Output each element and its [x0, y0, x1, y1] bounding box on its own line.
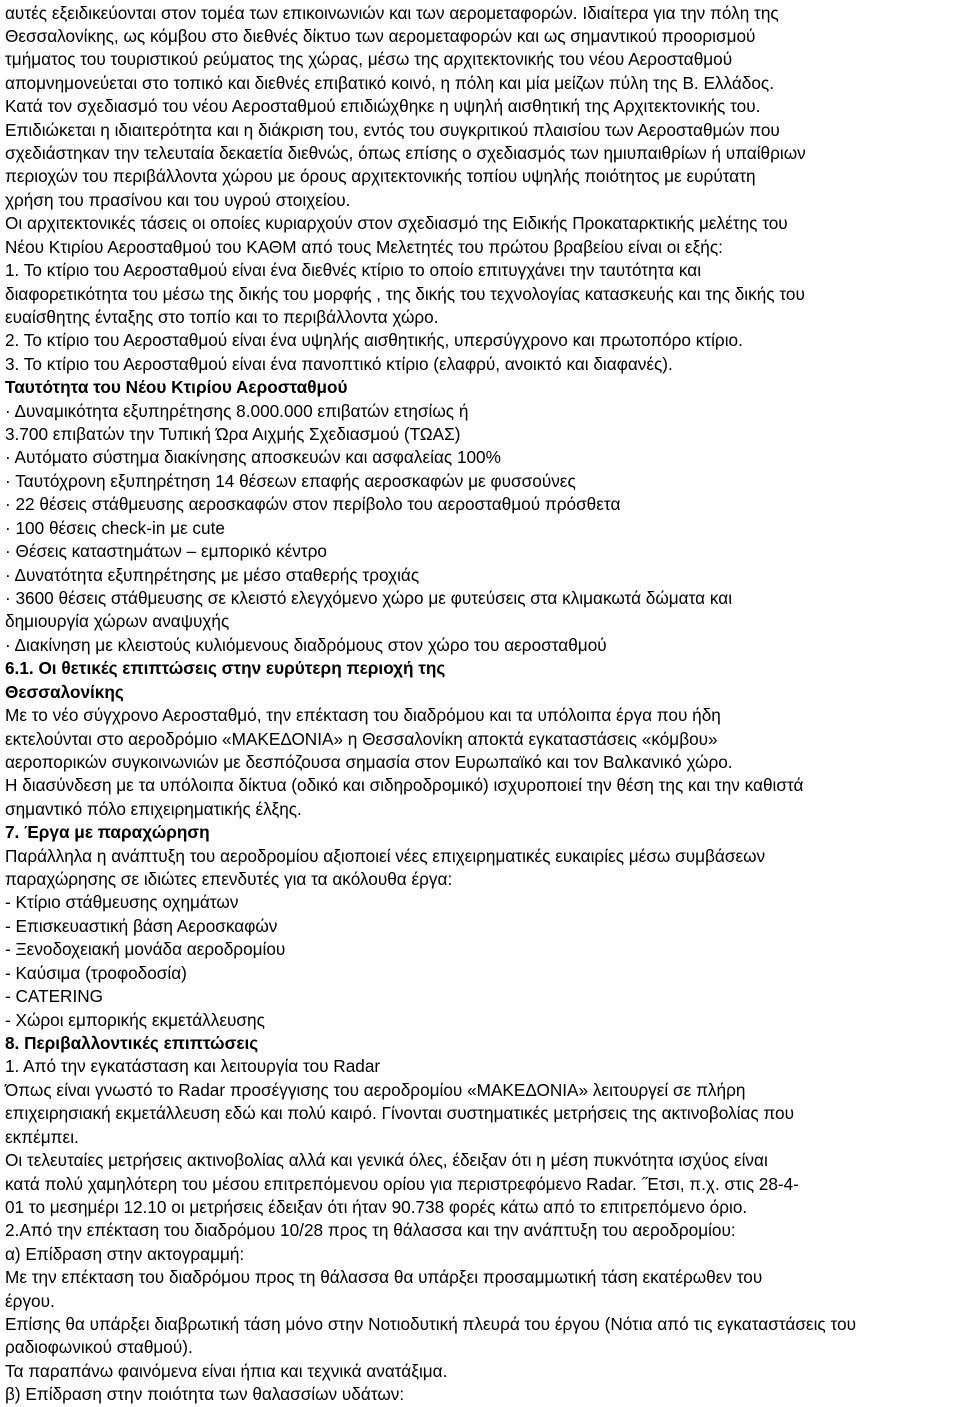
- text-line: ευαίσθητης ένταξης στο τοπίο και το περιβάλλοντα χώρο.: [5, 306, 439, 327]
- text-line: Θεσσαλονίκης, ως κόμβου στο διεθνές δίκτυο των αερομεταφορών και ως σημαντικού προορισμού: [5, 25, 756, 46]
- text-line: τμήματος του τουριστικού ρεύματος της χώρας, μέσω της αρχιτεκτονικής του νέου Αεροσταθμού: [5, 49, 733, 70]
- text-line: Επιδιώκεται η ιδιαιτερότητα και η διάκριση του, εντός του συγκριτικού πλαισίου των Αεροσταθμών που: [5, 119, 780, 140]
- text-line: Τα παραπάνω φαινόμενα είναι ήπια και τεχνικά ανατάξιμα.: [5, 1360, 448, 1381]
- text-line: έργου.: [5, 1290, 55, 1311]
- text-line: χρήση του πρασίνου και του υγρού στοιχείου.: [5, 189, 351, 210]
- text-line: α) Επίδραση στην ακτογραμμή:: [5, 1243, 245, 1264]
- text-line: Η διασύνδεση με τα υπόλοιπα δίκτυα (οδικό και σιδηροδρομικό) ισχυροποιεί την θέση της και την καθιστά: [5, 775, 804, 796]
- text-line: Παράλληλα η ανάπτυξη του αεροδρομίου αξιοποιεί νέες επιχειρηματικές ευκαιρίες μέσω συμβάσεων: [5, 845, 766, 866]
- text-line: 1. Το κτίριο του Αεροσταθμού είναι ένα διεθνές κτίριο το οποίο επιτυγχάνει την ταυτότητα και: [5, 260, 702, 281]
- text-line: - Επισκευαστική βάση Αεροσκαφών: [5, 915, 278, 936]
- text-line: 1. Από την εγκατάσταση και λειτουργία του Radar: [5, 1056, 381, 1077]
- text-line: ραδιοφωνικού σταθμού).: [5, 1337, 193, 1358]
- text-line: παραχώρησης σε ιδιώτες επενδυτές για τα ακόλουθα έργα:: [5, 869, 453, 890]
- text-line: Κατά τον σχεδιασμό του νέου Αεροσταθμού επιδιώχθηκε η υψηλή αισθητική της Αρχιτεκτονικής του.: [5, 96, 761, 117]
- text-line: 2.Από την επέκταση του διαδρόμου 10/28 προς τη θάλασσα και την ανάπτυξη του αεροδρομίου:: [5, 1220, 736, 1241]
- section-heading: Ταυτότητα του Νέου Κτιρίου Αεροσταθμού: [5, 377, 348, 398]
- text-line: - Ξενοδοχειακή μονάδα αεροδρομίου: [5, 939, 286, 960]
- text-line: Όπως είναι γνωστό το Radar προσέγγισης του αεροδρομίου «ΜΑΚΕΔΟΝΙΑ» λειτουργεί σε πλήρη: [5, 1079, 746, 1100]
- text-line: 01 το μεσημέρι 12.10 οι μετρήσεις έδειξαν ότι ήταν 90.738 φορές κάτω από το επιτρεπόμενο όριο.: [5, 1196, 748, 1217]
- text-line: εκτελούνται στο αεροδρόμιο «ΜΑΚΕΔΟΝΙΑ» η Θεσσαλονίκη αποκτά εγκαταστάσεις «κόμβου»: [5, 728, 718, 749]
- text-line: αυτές εξειδικεύονται στον τομέα των επικοινωνιών και των αερομεταφορών. Ιδιαίτερα για την πόλη της: [5, 2, 779, 23]
- text-line: · Δυνατότητα εξυπηρέτησης με μέσο σταθερής τροχιάς: [5, 564, 420, 585]
- text-line: Επίσης θα υπάρξει διαβρωτική τάση μόνο στην Νοτιοδυτική πλευρά του έργου (Νότια από τις εγκαταστάσεις του: [5, 1314, 856, 1335]
- text-line: επιχειρησιακή εκμετάλλευση εδώ και πολύ καιρό. Γίνονται συστηματικές μετρήσεις της ακτινοβολίας που: [5, 1103, 794, 1124]
- text-line: · Δυναμικότητα εξυπηρέτησης 8.000.000 επιβατών ετησίως ή: [5, 400, 469, 421]
- text-line: δημιουργία χώρων αναψυχής: [5, 611, 230, 632]
- section-heading: Θεσσαλονίκης: [5, 681, 124, 702]
- text-line: · 100 θέσεις check-in με cute: [5, 517, 225, 538]
- text-line: εκπέμπει.: [5, 1126, 79, 1147]
- text-line: σημαντικό πόλο επιχειρηματικής έλξης.: [5, 798, 302, 819]
- text-line: · Διακίνηση με κλειστούς κυλιόμενους διαδρόμους στον χώρο του αεροσταθμού: [5, 634, 607, 655]
- text-line: · Θέσεις καταστημάτων – εμπορικό κέντρο: [5, 541, 327, 562]
- text-line: αεροπορικών συγκοινωνιών με δεσπόζουσα σημασία στον Ευρωπαϊκό και τον Βαλκανικό χώρο.: [5, 751, 733, 772]
- text-line: Οι τελευταίες μετρήσεις ακτινοβολίας αλλά και γενικά όλες, έδειξαν ότι η μέση πυκνότητα ισχύος είναι: [5, 1150, 768, 1171]
- text-line: Με την επέκταση του διαδρόμου προς τη θάλασσα θα υπάρξει προσαμμωτική τάση εκατέρωθεν του: [5, 1267, 763, 1288]
- text-line: σχεδιάστηκαν την τελευταία δεκαετία διεθνώς, όπως επίσης ο σχεδιασμός των ημιυπαιθρίων ή υπαίθριων: [5, 143, 806, 164]
- text-line: β) Επίδραση στην ποιότητα των θαλασσίων υδάτων:: [5, 1384, 405, 1405]
- section-heading: 7. Έργα με παραχώρηση: [5, 822, 210, 843]
- text-line: - Κτίριο στάθμευσης οχημάτων: [5, 892, 239, 913]
- text-line: Με το νέο σύγχρονο Αεροσταθμό, την επέκταση του διαδρόμου και τα υπόλοιπα έργα που ήδη: [5, 705, 721, 726]
- text-line: κατά πολύ χαμηλότερη του μέσου επιτρεπόμενου ορίου για περιστρεφόμενο Radar. ˝Ετσι, π.χ. στις 28-4-: [5, 1173, 799, 1194]
- section-heading: 8. Περιβαλλοντικές επιπτώσεις: [5, 1032, 259, 1053]
- section-heading: 6.1. Οι θετικές επιπτώσεις στην ευρύτερη περιοχή της: [5, 658, 446, 679]
- text-line: · 22 θέσεις στάθμευσης αεροσκαφών στον περίβολο του αεροσταθμού πρόσθετα: [5, 494, 621, 515]
- text-line: απομνημονεύεται στο τοπικό και διεθνές επιβατικό κοινό, η πόλη και μία μείζων πύλη της Β. Ελλάδος.: [5, 72, 774, 93]
- text-line: · Αυτόματο σύστημα διακίνησης αποσκευών και ασφαλείας 100%: [5, 447, 501, 468]
- text-line: - Καύσιμα (τροφοδοσία): [5, 962, 187, 983]
- text-line: - CATERING: [5, 986, 104, 1007]
- text-line: · Ταυτόχρονη εξυπηρέτηση 14 θέσεων επαφής αεροσκαφών με φυσσούνες: [5, 470, 576, 491]
- text-line: - Χώροι εμπορικής εκμετάλλευσης: [5, 1009, 265, 1030]
- text-line: 3. Το κτίριο του Αεροσταθμού είναι ένα πανοπτικό κτίριο (ελαφρύ, ανοικτό και διαφανές).: [5, 353, 673, 374]
- text-line: Οι αρχιτεκτονικές τάσεις οι οποίες κυριαρχούν στον σχεδιασμό της Ειδικής Προκαταρκτικής μελέτης του: [5, 213, 788, 234]
- text-line: 2. Το κτίριο του Αεροσταθμού είναι ένα υψηλής αισθητικής, υπερσύγχρονο και πρωτοπόρο κτίριο.: [5, 330, 743, 351]
- text-line: διαφορετικότητα του μέσω της δικής του μορφής , της δικής του τεχνολογίας κατασκευής και της δικής του: [5, 283, 805, 304]
- text-line: · 3600 θέσεις στάθμευσης σε κλειστό ελεγχόμενο χώρο με φυτεύσεις στα κλιμακωτά δώματα και: [5, 588, 733, 608]
- text-line: Νέου Κτιρίου Αεροσταθμού του ΚΑΘΜ από τους Μελετητές του πρώτου βραβείου είναι οι εξής:: [5, 236, 723, 257]
- text-line: 3.700 επιβατών την Τυπική Ώρα Αιχμής Σχεδιασμού (ΤΩΑΣ): [5, 424, 461, 445]
- text-line: περιοχών του περιβάλλοντα χώρου με όρους αρχιτεκτονικής τοπίου υψηλής ποιότητος με ευρύτατη: [5, 166, 756, 187]
